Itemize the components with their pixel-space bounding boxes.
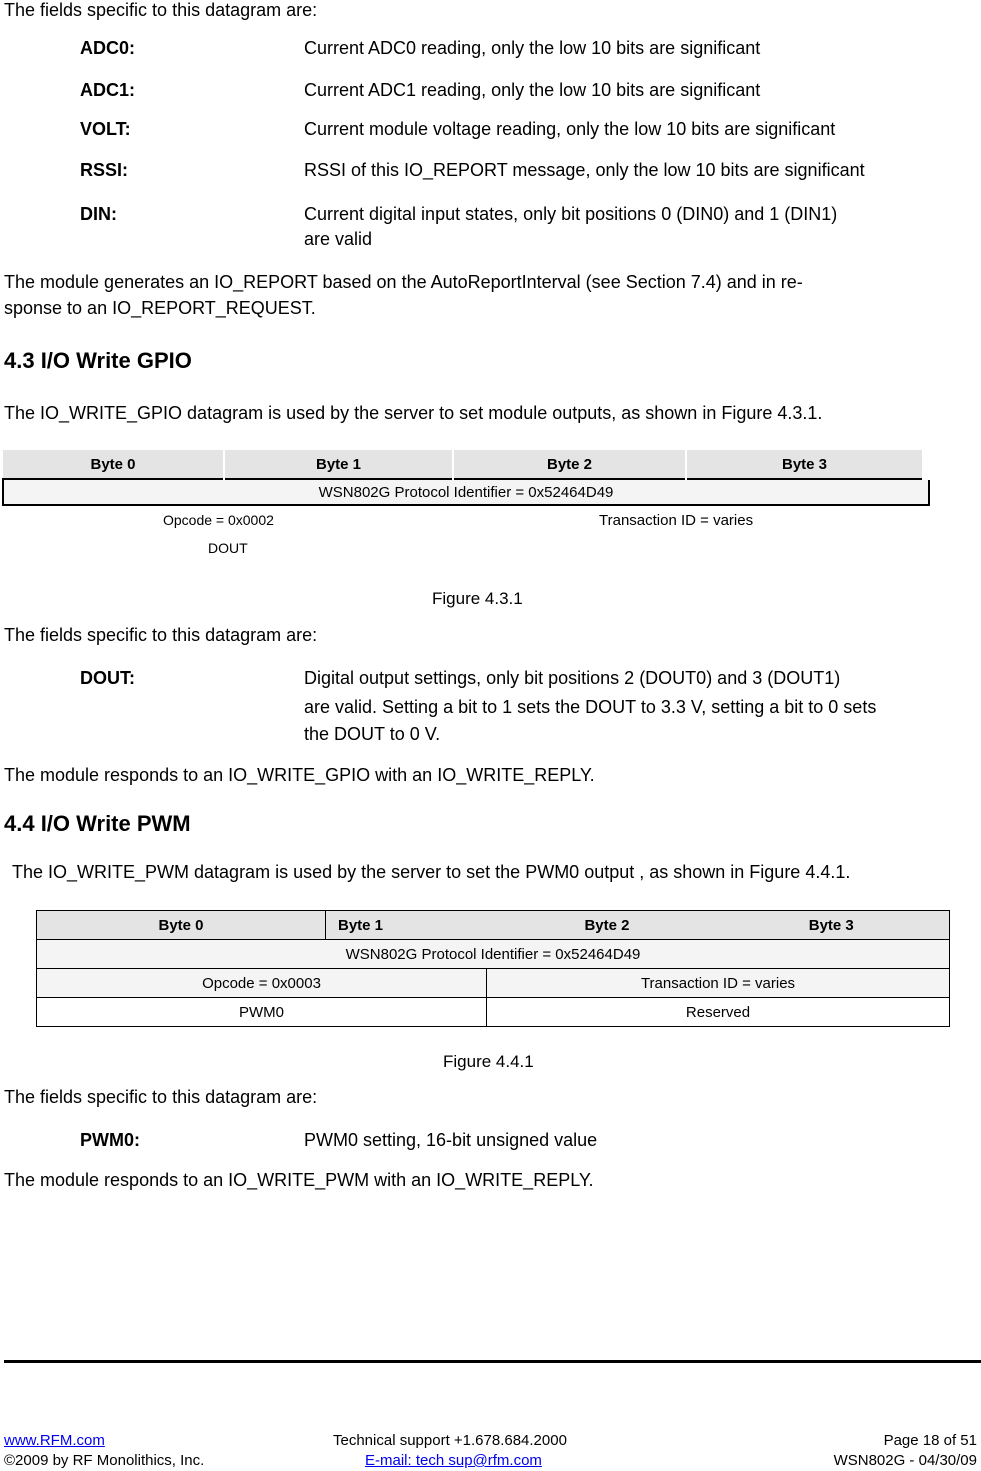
gpio-header-byte1: Byte 1 [224,450,453,479]
field-label-dout: DOUT: [80,668,135,688]
field-desc-rssi: RSSI of this IO_REPORT message, only the low 10 bits are significant [304,160,865,180]
pwm-transaction-id: Transaction ID = varies [487,969,950,998]
gpio-datagram-table [2,450,936,562]
sec44-fields-intro: The fields specific to this datagram are: [4,1087,318,1107]
pwm-header-byte2: Byte 2 [487,911,714,940]
sec43-fields-intro: The fields specific to this datagram are: [4,625,318,645]
gpio-header-byte2: Byte 2 [453,450,686,479]
pwm-header-row [37,911,950,940]
pwm-pwm0: PWM0 [37,998,487,1027]
field-desc-adc1: Current ADC1 reading, only the low 10 bits are significant [304,80,761,100]
heading-4-3: 4.3 I/O Write GPIO [4,348,192,373]
gpio-transaction-id: Transaction ID = varies [453,505,929,534]
gpio-protocol-id: WSN802G Protocol Identifier = 0x52464D49 [3,479,929,505]
pwm-header-byte0: Byte 0 [37,911,326,940]
field-desc-pwm0: PWM0 setting, 16-bit unsigned value [304,1130,598,1150]
footer-divider [4,1360,981,1363]
pwm-protocol-id: WSN802G Protocol Identifier = 0x52464D49 [37,940,950,969]
footer-website-link[interactable]: www.RFM.com [4,1432,105,1449]
gpio-opcode-row [3,505,929,534]
gpio-header-byte0: Byte 0 [3,450,224,479]
gpio-protocol-row [3,479,929,505]
gpio-opcode: Opcode = 0x0002 [3,505,453,534]
field-label-volt: VOLT: [80,119,131,139]
pwm-datagram-table [36,910,950,1027]
pwm-value-row [37,998,950,1027]
report-note-line1: The module generates an IO_REPORT based on the AutoReportInterval (see Section 7.4) and in re- [4,272,803,292]
field-label-rssi: RSSI: [80,160,129,180]
figure-caption-4-3-1: Figure 4.3.1 [432,589,523,608]
pwm-reserved: Reserved [487,998,950,1027]
footer-support: Technical support +1.678.684.2000 [333,1432,567,1449]
pwm-opcode-row [37,969,950,998]
field-desc-adc0: Current ADC0 reading, only the low 10 bits are significant [304,38,761,58]
pwm-opcode: Opcode = 0x0003 [37,969,487,998]
sec44-reply: The module responds to an IO_WRITE_PWM with an IO_WRITE_REPLY. [4,1170,594,1190]
field-desc-din: Current digital input states, only bit positions 0 (DIN0) and 1 (DIN1) [304,204,838,224]
heading-4-4: 4.4 I/O Write PWM [4,811,191,836]
field-desc-dout-2: are valid. Setting a bit to 1 sets the DOUT to 3.3 V, setting a bit to 0 sets [304,697,877,717]
figure-caption-4-4-1: Figure 4.4.1 [443,1052,534,1071]
report-note-line2: sponse to an IO_REPORT_REQUEST. [4,298,316,318]
footer-copyright: ©2009 by RF Monolithics, Inc. [4,1452,205,1469]
field-desc-din-cont: are valid [304,229,373,249]
footer-email-link[interactable]: E-mail: tech sup@rfm.com [365,1452,542,1469]
field-label-din: DIN: [80,204,117,224]
pwm-protocol-row [37,940,950,969]
gpio-dout-row [3,534,929,562]
sec43-paragraph: The IO_WRITE_GPIO datagram is used by the server to set module outputs, as shown in Figure 4.3.1. [4,403,823,423]
gpio-dout: DOUT [3,534,453,562]
field-desc-dout-3: the DOUT to 0 V. [304,724,441,744]
field-desc-dout-1: Digital output settings, only bit positions 2 (DOUT0) and 3 (DOUT1) [304,668,841,688]
fields-intro: The fields specific to this datagram are: [4,0,318,20]
pwm-header-byte1: Byte 1 [326,911,487,940]
field-label-adc1: ADC1: [80,80,136,100]
sec44-paragraph: The IO_WRITE_PWM datagram is used by the server to set the PWM0 output , as shown in Figure 4.4.1. [12,862,851,882]
field-desc-volt: Current module voltage reading, only the low 10 bits are significant [304,119,836,139]
gpio-header-row [3,450,929,479]
pwm-header-byte3: Byte 3 [714,911,950,940]
sec43-reply: The module responds to an IO_WRITE_GPIO with an IO_WRITE_REPLY. [4,765,595,785]
field-label-pwm0: PWM0: [80,1130,140,1150]
field-label-adc0: ADC0: [80,38,136,58]
gpio-header-byte3: Byte 3 [686,450,929,479]
footer-page-number: Page 18 of 51 [883,1432,977,1449]
footer-doc-id: WSN802G - 04/30/09 [833,1452,977,1469]
